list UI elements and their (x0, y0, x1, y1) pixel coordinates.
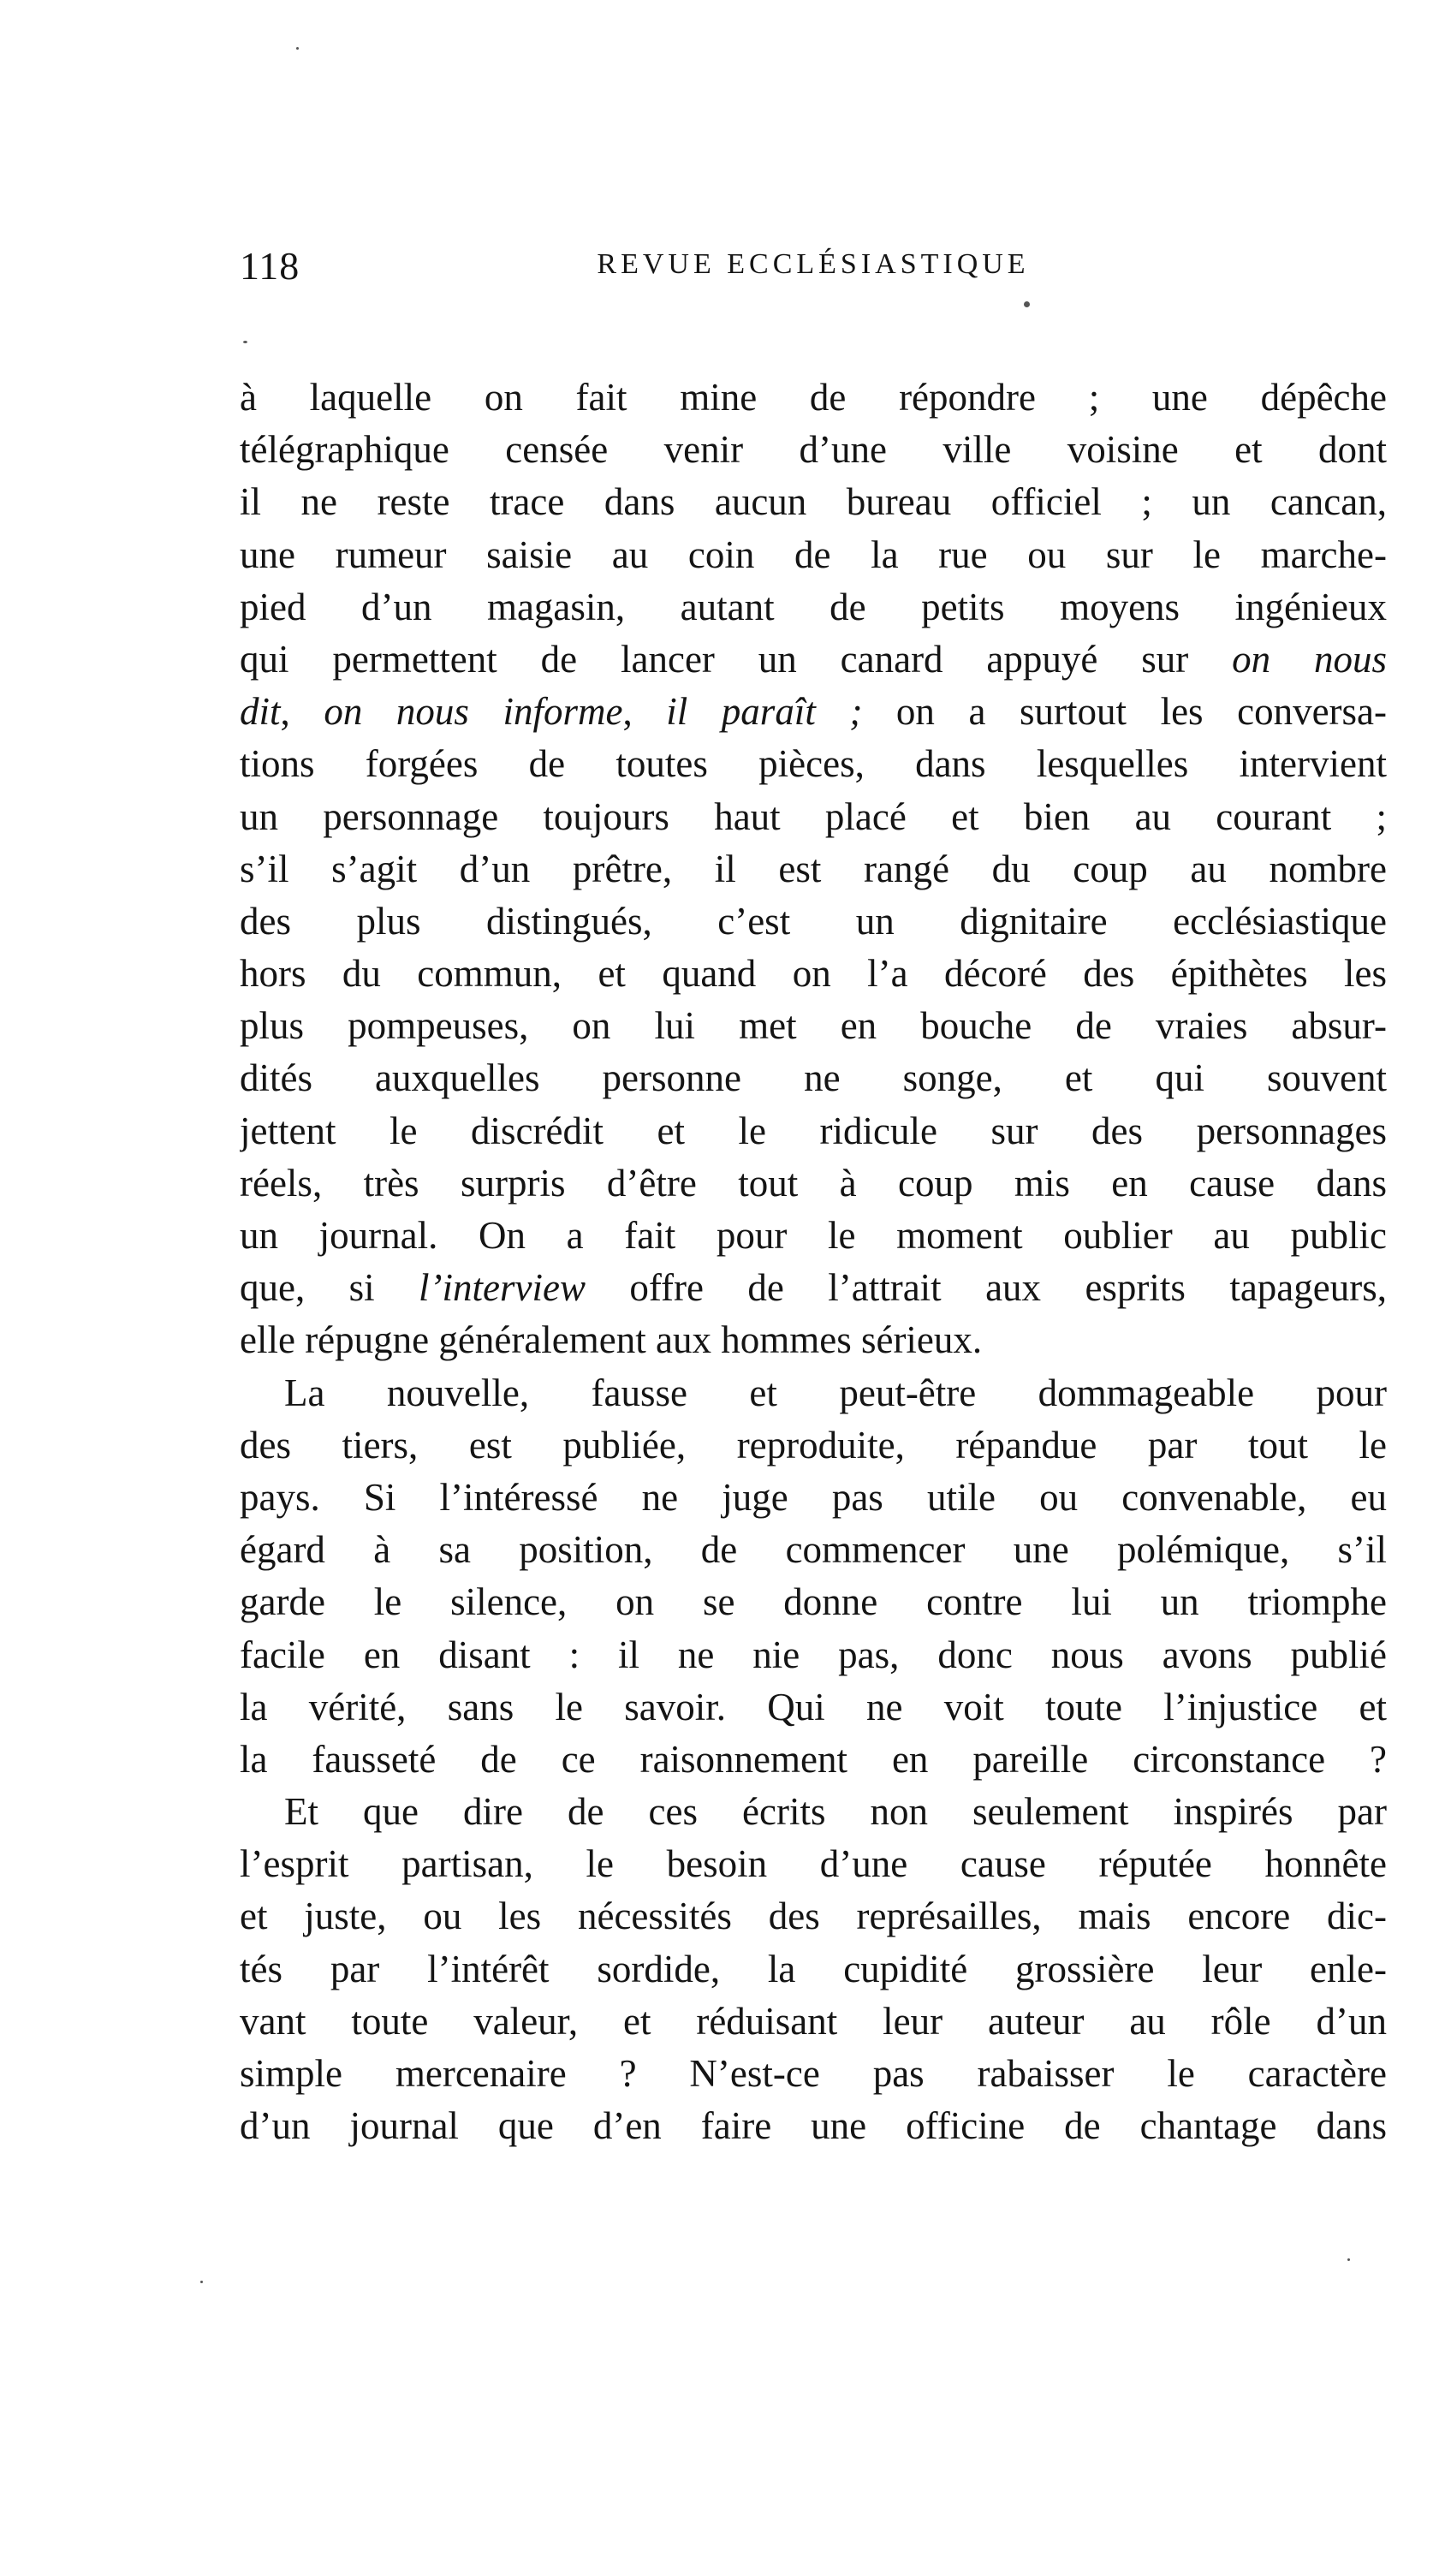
journal-title: REVUE ECCLÉSIASTIQUE (597, 248, 1030, 280)
running-head (240, 243, 1387, 294)
paragraph (240, 372, 1387, 1367)
text-line: facile en disant : il ne nie pas, donc nous avons publié (240, 1633, 1387, 1676)
text-line: hors du commun, et quand on l’a décoré des épithètes les (240, 952, 1387, 996)
text-line: égard à sa position, de commencer une polémique, s’il (240, 1528, 1387, 1572)
print-speck (1024, 301, 1030, 307)
text-line: et juste, ou les nécessités des représailles, mais encore dic- (240, 1895, 1387, 1938)
print-speck (296, 47, 299, 50)
print-speck (1347, 2258, 1350, 2261)
text-line: Et que dire de ces écrits non seulement inspirés par (284, 1790, 1387, 1834)
print-speck (200, 2281, 203, 2283)
text-line: des tiers, est publiée, reproduite, répandue par tout le (240, 1423, 1387, 1466)
text-line: simple mercenaire ? N’est-ce pas rabaisser le caractère (240, 2052, 1387, 2095)
text-line: réels, très surpris d’être tout à coup mis en cause dans (240, 1161, 1387, 1205)
text-line: un journal. On a fait pour le moment oublier au public (240, 1214, 1387, 1257)
text-line: la vérité, sans le savoir. Qui ne voit toute l’injustice et (240, 1685, 1387, 1728)
text-line: l’esprit partisan, le besoin d’une cause réputée honnête (240, 1842, 1387, 1886)
text-line: jettent le discrédit et le ridicule sur des personnages (240, 1109, 1387, 1152)
text-line: la fausseté de ce raisonnement en pareille circonstance ? (240, 1737, 1387, 1781)
body-text (240, 372, 1387, 2152)
paragraph (240, 1367, 1387, 1787)
text-line: dit, on nous informe, il paraît ; on a surtout les conversa- (240, 690, 1387, 734)
text-line: pied d’un magasin, autant de petits moyens ingénieux (240, 585, 1387, 628)
text-line: d’un journal que d’en faire une officine de chantage dans (240, 2104, 1387, 2148)
text-line: que, si l’interview offre de l’attrait aux esprits tapageurs, (240, 1266, 1387, 1310)
text-line: vant toute valeur, et réduisant leur auteur au rôle d’un (240, 1999, 1387, 2043)
text-line: à laquelle on fait mine de répondre ; une dépêche (240, 376, 1387, 419)
text-line: pays. Si l’intéressé ne juge pas utile ou convenable, eu (240, 1475, 1387, 1519)
text-line: La nouvelle, fausse et peut-être dommageable pour (284, 1371, 1387, 1414)
text-line: elle répugne généralement aux hommes sérieux. (240, 1318, 983, 1362)
page-number: 118 (240, 244, 300, 288)
text-line: s’il s’agit d’un prêtre, il est rangé du coup au nombre (240, 847, 1387, 890)
text-line: des plus distingués, c’est un dignitaire ecclésiastique (240, 899, 1387, 943)
text-line: il ne reste trace dans aucun bureau officiel ; un cancan, (240, 480, 1387, 524)
text-line: dités auxquelles personne ne songe, et qui souvent (240, 1056, 1387, 1100)
text-line: un personnage toujours haut placé et bien au courant ; (240, 794, 1387, 838)
text-line: tés par l’intérêt sordide, la cupidité grossière leur enle- (240, 1947, 1387, 1990)
text-line: garde le silence, on se donne contre lui un triomphe (240, 1580, 1387, 1624)
text-line: plus pompeuses, on lui met en bouche de vraies absur- (240, 1004, 1387, 1048)
text-line: tions forgées de toutes pièces, dans lesquelles intervient (240, 742, 1387, 786)
text-line: qui permettent de lancer un canard appuyé sur on nous (240, 637, 1387, 681)
print-speck (243, 341, 247, 343)
text-line: une rumeur saisie au coin de la rue ou sur le marche- (240, 532, 1387, 576)
text-line: télégraphique censée venir d’une ville voisine et dont (240, 428, 1387, 472)
paragraph (240, 1786, 1387, 2152)
